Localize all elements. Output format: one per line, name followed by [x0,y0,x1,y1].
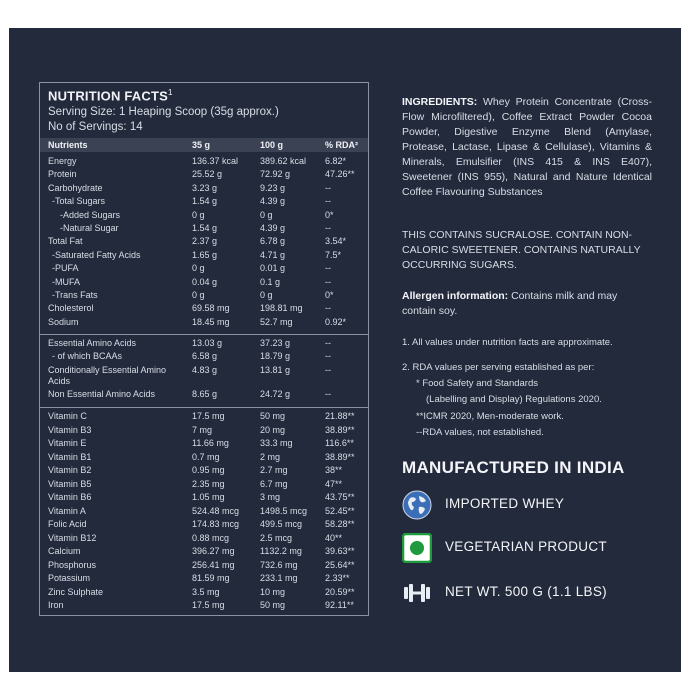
note-3: * Food Safety and Standards [416,378,538,389]
nutrient-name: -Natural Sugar [60,223,119,233]
value-35g: 396.27 mg [192,546,235,556]
value-rda: 47.26** [325,169,355,180]
value-100g: 24.72 g [260,388,291,399]
value-100g: 0 g [260,209,273,220]
value-100g: 50 mg [260,600,286,610]
value-rda: 6.82* [325,156,347,166]
header-nutrients: Nutrients [48,140,88,150]
nutrient-name: -Saturated Fatty Acids [52,249,141,260]
nutrition-title [48,88,173,103]
value-100g: 3 mg [260,492,281,502]
value-100g: 2 mg [260,451,281,462]
value-rda: 3.54* [325,236,347,247]
nutrient-name: Sodium [48,316,79,327]
value-35g: 8.65 g [192,388,218,399]
value-100g: 6.78 g [260,236,286,247]
dumbbell-icon [402,578,432,608]
value-rda: 116.6** [325,438,354,448]
nutrient-name: Vitamin A [48,505,86,516]
value-100g: 1498.5 mcg [260,505,308,516]
value-rda: 0* [325,290,334,300]
nutrient-name: Iron [48,600,64,610]
allergen-info [402,289,652,319]
nutrient-name: Potassium [48,573,91,583]
nutrient-name: Folic Acid [48,519,87,529]
value-100g: 2.5 mcg [260,532,293,543]
value-35g: 174.83 mcg [192,519,240,529]
value-rda: -- [325,263,331,274]
nutrient-name: Calcium [48,546,81,556]
nutrient-name: Vitamin C [48,411,87,421]
value-rda: -- [325,338,331,348]
nutrient-name: Carbohydrate [48,182,103,193]
nutrient-name: Vitamin B12 [48,532,97,543]
note-2: 2. RDA values per serving established as per: [402,362,595,373]
table-header [40,138,368,152]
value-rda: 92.11** [325,600,354,610]
value-rda: 20.59** [325,586,355,597]
value-35g: 524.48 mcg [192,505,240,516]
value-rda: -- [325,303,331,314]
value-rda: 38.89** [325,424,355,435]
value-rda: 0.92* [325,316,347,327]
nutrient-name: Vitamin E [48,438,87,448]
value-35g: 0.95 mg [192,465,225,475]
value-100g: 0.01 g [260,263,286,274]
note-6: --RDA values, not established. [416,427,544,438]
nutrient-name: -Total Sugars [52,196,106,207]
net-weight-label: NET WT. 500 G (1.1 LBS) [445,584,607,599]
value-rda: 2.33** [325,573,350,583]
value-35g: 7 mg [192,424,213,435]
value-100g: 9.23 g [260,182,286,193]
serving-size: Serving Size: 1 Heaping Scoop (35g approx.) [48,106,279,118]
value-35g: 69.58 mg [192,303,230,314]
value-35g: 18.45 mg [192,316,230,327]
nutrient-name: Energy [48,156,77,166]
value-100g: 1132.2 mg [260,546,302,556]
value-rda: 43.75** [325,492,355,502]
globe-icon [402,490,432,520]
nutrient-name: -PUFA [52,263,79,274]
value-rda: -- [325,182,331,193]
value-100g: 4.71 g [260,249,286,260]
header-rda: % RDA² [325,140,358,150]
nutrient-name: Vitamin B2 [48,465,92,475]
nutrient-name: Conditionally Essential Amino Acids [48,364,167,386]
value-rda: 47** [325,478,343,489]
value-rda: 38.89** [325,451,355,462]
value-35g: 0 g [192,263,205,274]
value-35g: 4.83 g [192,364,218,375]
value-rda: -- [325,364,331,375]
value-100g: 4.39 g [260,223,286,233]
nutrient-name: Cholesterol [48,303,94,314]
vegetarian-label: VEGETARIAN PRODUCT [445,539,607,554]
nutrient-name: -MUFA [52,276,80,287]
value-rda: 40** [325,532,343,543]
value-35g: 25.52 g [192,169,223,180]
value-35g: 136.37 kcal [192,156,239,166]
ingredients-label: INGREDIENTS: [402,96,478,108]
note-5: **ICMR 2020, Men-moderate work. [416,411,564,422]
nutrient-name: Vitamin B1 [48,451,92,462]
nutrient-name: Zinc Sulphate [48,586,104,597]
note-1: 1. All values under nutrition facts are approximate. [402,337,613,348]
value-100g: 33.3 mg [260,438,293,448]
value-35g: 6.58 g [192,351,218,362]
value-35g: 2.35 mg [192,478,225,489]
value-rda: -- [325,196,331,207]
value-35g: 2.37 g [192,236,218,247]
nutrient-name: Vitamin B6 [48,492,92,502]
value-rda: 0* [325,209,334,220]
value-rda: -- [325,223,331,233]
value-100g: 198.81 mg [260,303,303,314]
value-100g: 10 mg [260,586,286,597]
value-100g: 0 g [260,290,273,300]
nutrition-title-footnote: 1 [168,88,173,97]
header-100g: 100 g [260,140,284,150]
value-100g: 20 mg [260,424,286,435]
note-4: (Labelling and Display) Regulations 2020. [426,394,602,405]
allergen-text: Contains milk and may contain soy. [402,290,618,317]
value-rda: -- [325,351,331,362]
nutrient-name: Vitamin B3 [48,424,92,435]
value-100g: 2.7 mg [260,465,288,475]
value-rda: 52.45** [325,505,355,516]
vegetarian-mark-icon [402,533,432,563]
value-rda: -- [325,276,331,287]
value-rda: 58.28** [325,519,355,529]
nutrition-facts-table [39,82,369,616]
value-35g: 13.03 g [192,338,223,348]
nutrient-name: Vitamin B5 [48,478,92,489]
ingredients-text: Whey Protein Concentrate (Cross-Flow Microfiltered), Coffee Extract Powder Cocoa Powder, Digestive Enzyme Blend (Amylase, Protease, Lactase, Lipase & Cellulase), Vitamins & Minerals, Emulsifier (INS 415 & INS E407), Sweetener (INS 955), Natural and Nature Identical Coffee Flavouring Substances [402,96,652,198]
value-rda: -- [325,388,331,399]
value-35g: 0 g [192,290,205,300]
nutrient-name: Essential Amino Acids [48,338,137,348]
net-weight-badge [402,578,672,608]
value-rda: 7.5* [325,249,342,260]
servings-count: No of Servings: 14 [48,121,143,133]
value-100g: 72.92 g [260,169,291,180]
nutrition-title-text: NUTRITION FACTS [48,88,168,104]
value-rda: 25.64** [325,559,355,570]
value-100g: 6.7 mg [260,478,288,489]
value-35g: 17.5 mg [192,411,225,421]
value-100g: 499.5 mcg [260,519,303,529]
value-35g: 17.5 mg [192,600,225,610]
manufactured-in-india: MANUFACTURED IN INDIA [402,458,625,477]
nutrient-name: Protein [48,169,77,180]
value-100g: 37.23 g [260,338,291,348]
value-100g: 389.62 kcal [260,156,307,166]
sweetener-warning: THIS CONTAINS SUCRALOSE. CONTAIN NON-CALORIC SWEETENER. CONTAINS NATURALLY OCCURRING SUGARS. [402,229,641,271]
value-35g: 81.59 mg [192,573,230,583]
value-35g: 3.5 mg [192,586,220,597]
nutrient-name: - of which BCAAs [52,351,123,362]
value-35g: 0.04 g [192,276,218,287]
table-divider [40,334,368,335]
value-100g: 50 mg [260,411,286,421]
value-100g: 4.39 g [260,196,286,207]
value-35g: 1.54 g [192,223,218,233]
value-35g: 0 g [192,209,205,220]
value-rda: 39.63** [325,546,355,556]
value-100g: 18.79 g [260,351,291,362]
value-100g: 13.81 g [260,364,291,375]
imported-whey-label: IMPORTED WHEY [445,496,565,511]
table-divider [40,407,368,408]
value-35g: 11.66 mg [192,438,229,448]
nutrient-name: -Added Sugars [60,209,121,220]
value-35g: 256.41 mg [192,559,235,570]
header-35g: 35 g [192,140,211,150]
ingredients-block [402,95,652,200]
nutrient-name: Phosphorus [48,559,97,570]
nutrient-name: Total Fat [48,236,83,247]
allergen-label: Allergen information: [402,290,509,302]
nutrient-name: Non Essential Amino Acids [48,388,156,399]
value-100g: 732.6 mg [260,559,298,570]
value-100g: 52.7 mg [260,316,293,327]
vegetarian-badge [402,533,672,563]
imported-whey-badge [402,490,672,520]
value-35g: 1.54 g [192,196,218,207]
value-35g: 0.88 mcg [192,532,230,543]
value-35g: 0.7 mg [192,451,220,462]
value-35g: 3.23 g [192,182,218,193]
value-35g: 1.05 mg [192,492,225,502]
nutrient-name: -Trans Fats [52,290,98,300]
value-rda: 38** [325,465,343,475]
value-100g: 233.1 mg [260,573,298,583]
value-35g: 1.65 g [192,249,218,260]
value-100g: 0.1 g [260,276,281,287]
value-rda: 21.88** [325,411,355,421]
